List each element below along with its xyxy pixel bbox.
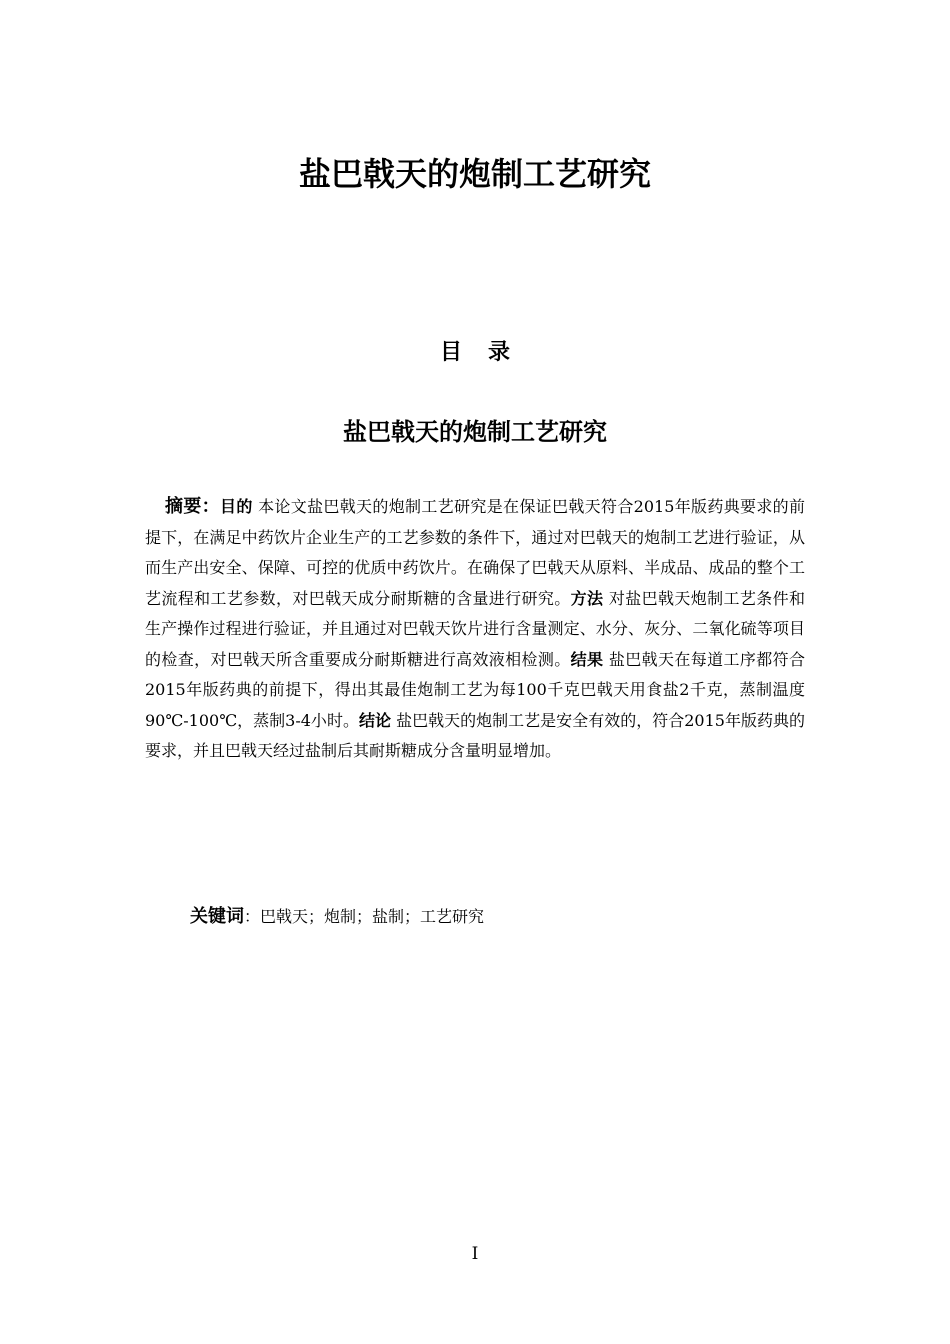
- method-text: 对盐巴戟天炮制工艺条件和生产操作过程进行验证，并且通过对巴戟天饮片进行含量测定、水分、灰分、二氧化硫等项目的检查，对巴戟天所含重要成分耐斯糖进行高效液相检测。: [145, 588, 805, 669]
- objective-text: 本论文盐巴戟天的炮制工艺研究是在保证巴戟天符合2015年版药典要求的前提下，在满足中药饮片企业生产的工艺参数的条件下，通过对巴戟天的炮制工艺进行验证，从而生产出安全、保障、可控的优质中药饮片。在确保了巴戟天从原料、半成品、成品的整个工艺流程和工艺参数，对巴戟天成分耐斯糖的含量进行研究。: [145, 497, 806, 608]
- document-title: 盐巴戟天的炮制工艺研究: [298, 155, 651, 193]
- objective-label: 目的: [220, 497, 253, 516]
- toc-heading: 目录: [439, 340, 536, 365]
- abstract-paragraph: [145, 492, 805, 767]
- keywords-label: 关键词: [190, 906, 244, 927]
- conclusion-text: 盐巴戟天的炮制工艺是安全有效的，符合2015年版药典的要求，并且巴戟天经过盐制后其耐斯糖成分含量明显增加。: [145, 710, 805, 760]
- method-label: 方法: [570, 588, 604, 608]
- page-number: I: [471, 1244, 479, 1264]
- section-title: 盐巴戟天的炮制工艺研究: [343, 418, 607, 446]
- result-label: 结果: [570, 649, 604, 669]
- result-text: 盐巴戟天在每道工序都符合2015年版药典的前提下，得出其最佳炮制工艺为每100千克巴戟天用食盐2千克，蒸制温度90℃-100℃，蒸制3-4小时。: [145, 649, 805, 730]
- keywords-text: ：巴戟天；炮制；盐制；工艺研究: [244, 907, 485, 926]
- keywords-line: [190, 902, 805, 932]
- abstract-label: 摘要：: [165, 496, 220, 517]
- conclusion-label: 结论: [358, 710, 391, 730]
